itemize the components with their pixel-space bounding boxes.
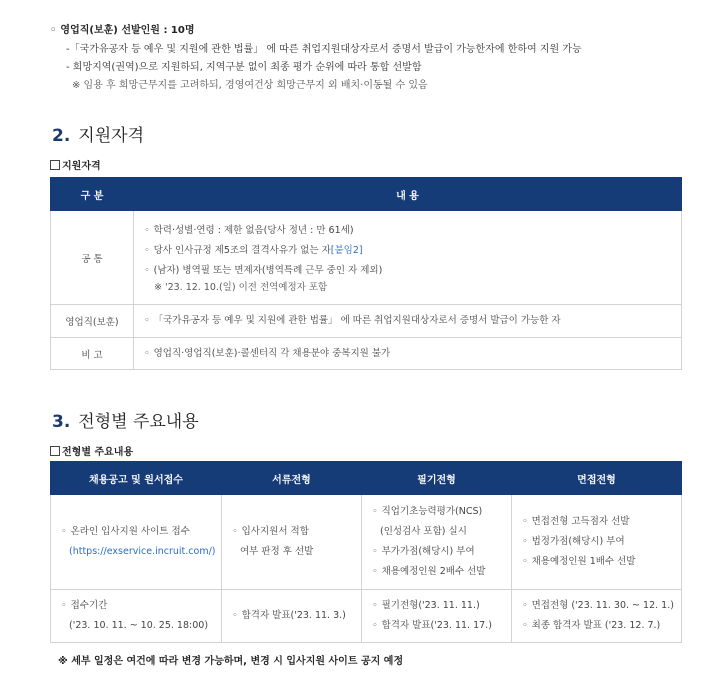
row-label: 비 고: [51, 338, 134, 370]
list-item: ◦ 입사지원서 적합: [232, 522, 360, 542]
table-cell: [512, 495, 682, 590]
list-item: ◦ 법정가점(해당시) 부여: [522, 532, 680, 552]
section-3-subtitle: 전형별 주요내용: [50, 443, 133, 458]
list-item: ◦ 학력·성별·연령 : 제한 없음(당사 정년 : 만 61세): [144, 221, 680, 241]
list-item: ◦ 직업기초능력평가(NCS): [372, 502, 510, 522]
list-item-continued: ('23. 10. 11. ~ 10. 25. 18:00): [69, 620, 209, 631]
eligibility-table: [50, 177, 682, 370]
section-3-title: 전형별 주요내용: [78, 412, 199, 432]
intro-line-1: -「국가유공자 등 예우 및 지원에 관한 법률」 에 따른 취업지원대상자로서 증명서 발급이 가능한자에 한하여 지원 가능: [66, 44, 582, 55]
table-cell: [512, 590, 682, 643]
table-header-row: [51, 462, 682, 495]
column-header: 면접전형: [512, 462, 682, 495]
row-label: 영업직(보훈): [51, 305, 134, 338]
table-header-row: [51, 178, 682, 211]
table-cell: [362, 590, 512, 643]
list-item: ◦ 필기전형('23. 11. 11.): [372, 596, 510, 616]
row-label: 공 통: [51, 211, 134, 305]
list-item: ◦ 채용예정인원 2배수 선발: [372, 562, 510, 582]
list-item: ◦ 최종 합격자 발표 ('23. 12. 7.): [522, 616, 680, 636]
table-cell: [222, 495, 362, 590]
column-header: 구 분: [51, 178, 134, 211]
table-cell: [362, 495, 512, 590]
list-item: ◦ 「국가유공자 등 예우 및 지원에 관한 법률」 에 따른 취업지원대상자로서 증명서 발급이 가능한 자: [144, 310, 680, 332]
row-content: [134, 305, 682, 338]
intro-line-2: - 희망지역(권역)으로 지원하되, 지역구분 없이 최종 평가 순위에 따라 통합 선발함: [66, 62, 422, 73]
table-row: [51, 590, 682, 643]
section-3-heading: [52, 407, 199, 432]
list-item: ◦ 면접전형 고득점자 선발: [522, 512, 680, 532]
list-item: ◦ 면접전형 ('23. 11. 30. ~ 12. 1.): [522, 596, 680, 616]
column-header: 서류전형: [222, 462, 362, 495]
intro-title: ◦ 영업직(보훈) 선발인원 : 10명: [50, 21, 195, 36]
list-item: ◦ 영업직·영업직(보훈)·콜센터직 각 채용분야 중복지원 불가: [144, 343, 680, 365]
list-item: ◦ 채용예정인원 1배수 선발: [522, 552, 680, 572]
row-content: [134, 338, 682, 370]
table-row: [51, 338, 682, 370]
list-item: ◦ 접수기간: [61, 596, 220, 616]
section-2-number: 2.: [52, 126, 71, 146]
checkbox-square-icon: [50, 160, 60, 170]
list-item: ◦ 합격자 발표('23. 11. 17.): [372, 616, 510, 636]
section-3-number: 3.: [52, 412, 71, 432]
table-cell: [222, 590, 362, 643]
checkbox-square-icon: [50, 446, 60, 456]
row-content: [134, 211, 682, 305]
table-row: [51, 305, 682, 338]
table-row: [51, 211, 682, 305]
schedule-footnote: ※ 세부 일정은 여건에 따라 변경 가능하며, 변경 시 입사지원 사이트 공지 예정: [58, 656, 404, 667]
column-header: 필기전형: [362, 462, 512, 495]
list-item: ◦ 당사 인사규정 제5조의 결격사유가 없는 자[붙임2]: [144, 241, 680, 261]
list-item-continued: (인성검사 포함) 실시: [380, 526, 467, 537]
section-2-heading: [52, 121, 144, 146]
intro-note: ※ 임용 후 희망근무지를 고려하되, 경영여건상 희망근무지 외 배치·이동될 수 있음: [72, 80, 428, 91]
schedule-table: [50, 461, 682, 643]
section-2-title: 지원자격: [78, 126, 144, 146]
column-header: 내 용: [134, 178, 682, 211]
row-note: ※ '23. 12. 10.(일) 이전 전역예정자 포함: [154, 281, 328, 293]
list-item: ◦ 부가가점(해당시) 부여: [372, 542, 510, 562]
table-row: [51, 495, 682, 590]
list-item-continued: 여부 판정 후 선발: [240, 546, 314, 557]
list-item: ◦ (남자) 병역필 또는 면제자(병역특례 근무 중인 자 제외): [144, 261, 680, 281]
table-cell: [51, 590, 222, 643]
list-item: ◦ 합격자 발표('23. 11. 3.): [232, 606, 360, 626]
attachment-link[interactable]: [붙임2]: [330, 244, 363, 256]
table-cell: [51, 495, 222, 590]
section-2-subtitle: 지원자격: [50, 157, 101, 172]
column-header: 채용공고 및 원서접수: [51, 462, 222, 495]
list-item: ◦ 온라인 입사지원 사이트 접수: [61, 522, 220, 542]
apply-site-link[interactable]: (https://exservice.incruit.com/): [69, 546, 216, 557]
